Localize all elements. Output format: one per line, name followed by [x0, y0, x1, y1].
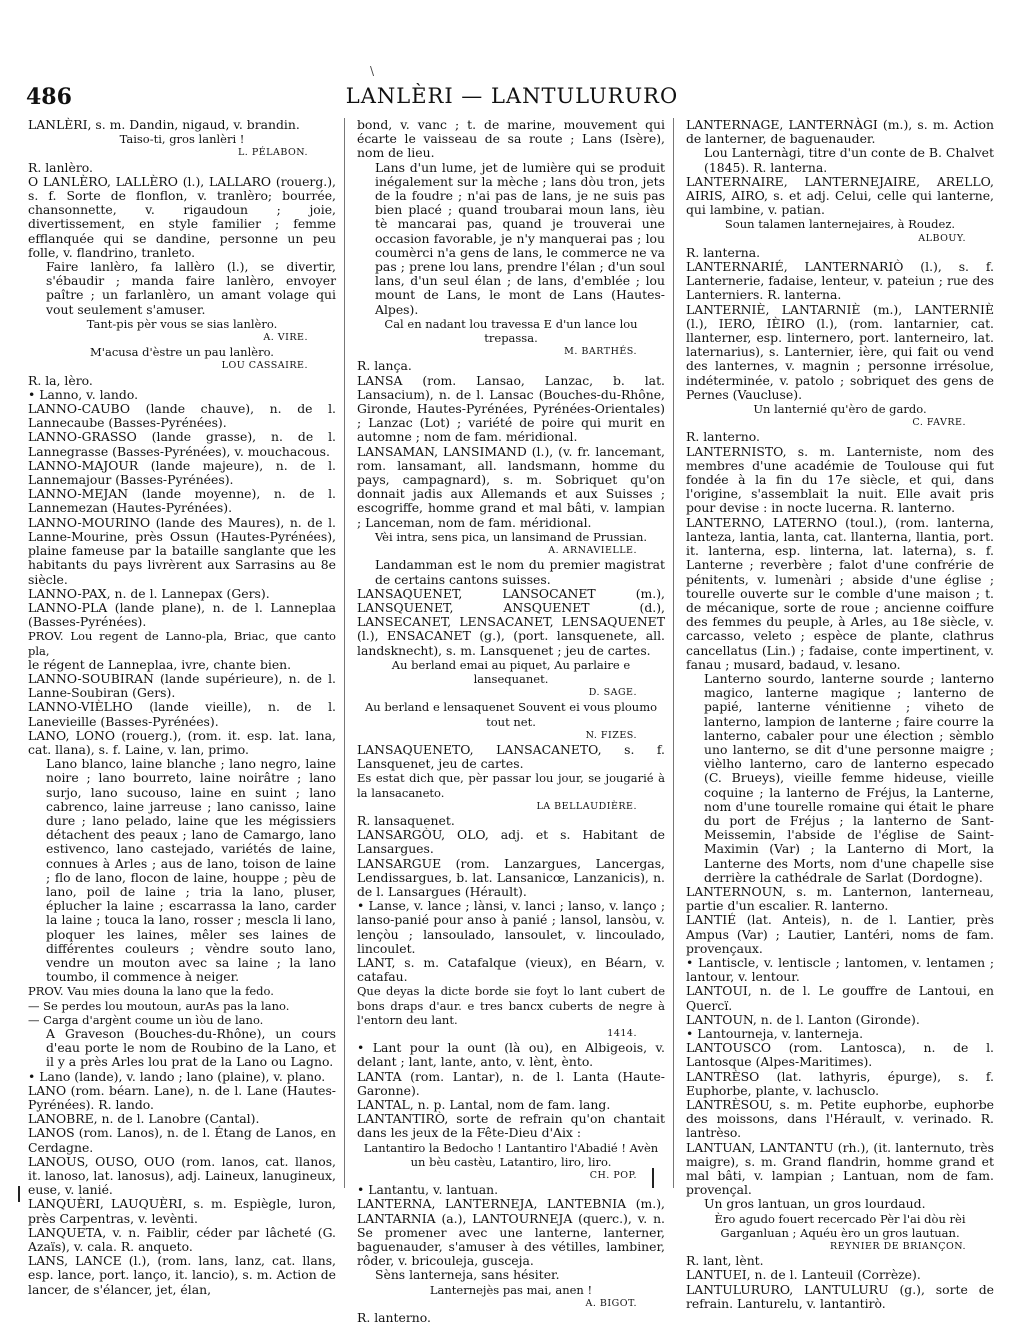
quote-attribution: ALBOUY. — [918, 232, 966, 244]
dictionary-entry: LANNO-MAJOUR (lande majeure), n. de l. Lannemajour (Basses-Pyrénées). — [28, 457, 336, 488]
dictionary-entry: LANTERNIÈ, LANTARNIÈ (m.), LANTERNIÈ (l.), IERO, IÈIRO (l.), (rom. lantarnier, cat. llanterner, esp. linternero, port. lanterneiro, lat. laternarius), s. Lanternier, ière, qui fait ou vend des lanternes, v. magnin ; personne irrésolue, indéterminée, v. patolo ; sobriquet des gens de Pernes (Vaucluse). — [686, 301, 994, 402]
dictionary-entry: LANTERNAGE, LANTERNÀGI (m.), s. m. Action de lanterner, de baguenauder. — [686, 117, 994, 147]
dictionary-entry: LANTANTIRÒ, sorte de refrain qu'on chantait dans les jeux de la Fête-Dieu d'Aix : — [357, 1111, 665, 1141]
column-right — [686, 117, 994, 1311]
entry-text: • Lanno, v. lando. — [28, 386, 139, 402]
dictionary-entry: LANSARGUE (rom. Lanzargues, Lancergas, Lendissargues, b. lat. Lansanicœ, Lanzanicis), n. de l. Lansargues (Hérault). — [357, 855, 665, 899]
margin-rule-right — [652, 1168, 654, 1188]
entry-text: Lans d'un lume, jet de lumière qui se produit inégalement sur la mèche ; lans dòu tron, jets de la foudre ; n'ai pas de lans, je ne suis pas bien placé ; quand troubarai moun lans, ièu tè mancarai pas, quand je trouverai une occasion favorable, je n'y manquerai pas ; lou coumèrci n'a gens de lans, le commerce ne va pas ; prene lou lans, prendre l'élan ; d'un soul lans, d'un seul élan ; de lans, d'emblée ; lou mount de Lans, le mont de Lans (Hautes-Alpes). — [375, 159, 665, 317]
entry-text: A Graveson (Bouches-du-Rhône), un cours d'eau porte le nom de Roubino de la Lano, et il y a près Arles lou prat de la Lano ou Lagno. — [46, 1026, 336, 1070]
dictionary-entry: LANNO-CAUBO (lande chauve), n. de l. Lannecaube (Basses-Pyrénées). — [28, 401, 336, 431]
quote-attribution: A. VIRE. — [263, 332, 308, 344]
dictionary-entry: O LANLÈRO, LALLÈRO (l.), LALLARO (rouerg.), s. f. Sorte de flonflon, v. tranlèro; bourrée, chansonnette, v. rigaudoun ; joie, divertissement, en style familier ; femme efflanquée qui se dandine, personne un peu folle, v. flandrino, tranleto. — [28, 173, 336, 260]
column-left — [28, 117, 345, 1297]
dictionary-entry: LANTUEI, n. de l. Lanteuil (Corrèze). — [686, 1267, 921, 1283]
dictionary-entry: LANTERNARIÉ, LANTERNARIÒ (l.), s. f. Lanternerie, fadaise, lenteur, v. pateiun ; rue des Lanterniers. R. lanterna. — [686, 259, 994, 303]
entry-text: Lanterno sourdo, lanterne sourde ; lanterno magico, lanterne magique ; lanterno de papié, lanterne vénitienne ; viheto de lanterno, lampion de lanterne ; faire courre la lanterno, cabaler pour une élection ; sèmblo uno lanterno, se dit d'une personne maigre ; vièlho lanterno, caro de lanterno especado (C. Brueys), vieille femme hideuse, vieille coquine ; la lanterno de Fréjus, la Lanterne, nom d'une tourelle romaine qui était le phare du port de Fréjus ; la lanterno de Sant-Meissemin, l'abside de l'église de Saint-Maximin (Var) ; la Lanterno di Mort, la Lanterne des Morts, nom d'une chapelle sise derrière la cathédrale de Sarlat (Dordogne). — [704, 670, 994, 885]
running-head: LANLÈRI — LANTULURURO — [345, 84, 679, 108]
dictionary-entry: LANQUETA, v. n. Faiblir, céder par lâcheté (G. Azaïs), v. cala. R. anqueto. — [28, 1224, 336, 1255]
entry-text: PROV. Vau mies douna la lano que la fedo. — [28, 984, 274, 999]
quote-attribution: C. FAVRE. — [912, 417, 966, 429]
dictionary-entry: LANTRÈSOU, s. m. Petite euphorbe, euphorbe des moissons, dans l'Hérault, v. verinado. R. lantrèso. — [686, 1097, 994, 1141]
entry-text: — Carga d'argènt coume un ìòu de lano. — [28, 1012, 264, 1027]
entry-text: Sèns lanterneja, sans hésiter. — [375, 1267, 560, 1283]
quote-attribution: CH. POP. — [589, 1170, 637, 1182]
dictionary-entry: LANTIÉ (lat. Anteis), n. de l. Lantier, près Ampus (Var) ; Lautier, Lantéri, noms de fam. provençaux. — [686, 912, 994, 956]
dictionary-entry: LANTERNISTO, s. m. Lanterniste, nom des membres d'une académie de Toulouse qui fut fondée à la fin du 17e siècle, et qui, dans l'origine, s'assemblait la nuit. Elle avait pris pour devise : in nocte lucerna. R. lanterno. — [686, 443, 994, 516]
entry-text: — Se perdes lou moutoun, aurAs pas la lano. — [28, 998, 290, 1013]
entry-text: R. lant, lènt. — [686, 1253, 764, 1269]
dictionary-entry: LANNO-SOUBIRAN (lande supérieure), n. de l. Lanne-Soubiran (Gers). — [28, 670, 336, 701]
column-middle — [357, 117, 674, 1325]
quote-attribution: D. SAGE. — [588, 687, 637, 699]
dictionary-entry: LANSA (rom. Lansao, Lanzac, b. lat. Lansacium), n. de l. Lansac (Bouches-du-Rhône, Gironde, Hautes-Pyrénées, Pyrénées-Orientales) ; Lanzac (Lot) ; variété de poire qui murit en automne ; nom de fam. méridional. — [357, 372, 665, 445]
entry-text: bond, v. vanc ; t. de marine, mouvement qui écarte le vaisseau de sa route ; Lans (Isère), nom de lieu. — [357, 117, 665, 161]
entry-text: le régent de Lanneplaa, ivre, chante bien. — [28, 656, 292, 672]
dictionary-entry: LANSAQUENET, LANSOCANET (m.), LANSQUENET, ANSQUENET (d.), LANSECANET, LENSACANET, LENSAQUENET (l.), ENSACANET (g.), (port. lansquenete, all. landsknecht), s. m. Lansquenet ; jeu de cartes. — [357, 585, 665, 658]
dictionary-entry: LANOUS, OUSO, OUO (rom. lanos, cat. llanos, it. lanoso, lat. lanosus), adj. Laineux, lanugineux, euse, v. lanié. — [28, 1153, 336, 1198]
dictionary-entry: LANSAMAN, LANSIMAND (l.), (v. fr. lancemant, rom. lansamant, all. landsmann, homme du pays, campagnard), s. m. Sobriquet qu'on donnait jadis aux Allemands et aux Suisses ; escogriffe, homme grand et mal bâti, v. lampian ; Lanceman, nom de fam. méridional. — [357, 443, 665, 530]
dictionary-entry: LANS, LANCE (l.), (rom. lans, lanz, cat. llans, esp. lance, port. lanço, it. lancio), s. m. Action de lancer, de s'élancer, jet, élan, — [28, 1253, 336, 1297]
dictionary-entry: LANOBRE, n. de l. Lanobre (Cantal). — [28, 1111, 260, 1127]
entry-text: Lano blanco, laine blanche ; lano negro, laine noire ; lano bourreto, laine noirâtre ; lano surjo, lano sucouso, laine en suint ; lano cabrenco, laine jarreuse ; lano canisso, laine dure ; lano pelado, laine que les mégissiers détachent des peaux ; lano de Camargo, lano estivenco, lano castejado, variétés de laine, connues à Arles ; aus de lano, toison de laine ; flo de lano, flocon de laine, houppe ; pèu de lano, poil de laine ; tria la lano, pluser, éplucher la laine ; escarrassa la lano, carder la laine ; touca la lano, rosser ; mescla li lano, ploquer les laines, mêler ses laines de différentes couleurs ; vèndre souto lano, vendre un mouton avec sa laine ; la lano toumbo, il commence à neiger. — [46, 756, 336, 985]
entry-text: • Lantantu, v. lantuan. — [357, 1182, 499, 1198]
entry-text: Lou Lanternàgi, titre d'un conte de B. Chalvet (1845). R. lanterna. — [704, 145, 994, 175]
quote-attribution: LOU CASSAIRE. — [221, 360, 308, 372]
quotation: M'acusa d'èstre un pau lanlèro. — [90, 345, 274, 360]
dictionary-entry: LANLÈRI, s. m. Dandin, nigaud, v. brandin. — [28, 117, 300, 132]
entry-text: Landamman est le nom du premier magistrat de certains cantons suisses. — [375, 557, 665, 587]
quotation: Tant-pis pèr vous se sias lanlèro. — [86, 316, 278, 331]
entry-text: Un gros lantuan, un gros lourdaud. — [704, 1196, 926, 1212]
margin-rule-left — [18, 1186, 20, 1202]
dictionary-entry: LANTOUI, n. de l. Le gouffre de Lantoui, en Quercï. — [686, 983, 994, 1013]
dictionary-entry: LANTOUSCO (rom. Lantosca), n. de l. Lantosque (Alpes-Maritimes). — [686, 1040, 994, 1070]
entry-text: • Lano (lande), v. lando ; lano (plaine), v. plano. — [28, 1068, 326, 1084]
entry-text: R. lanlèro. — [28, 159, 93, 175]
quotation: Au berland e lensaquenet Souvent ei vous ploumo tout net. — [364, 700, 658, 729]
entry-text: R. la, lèro. — [28, 372, 93, 388]
quote-attribution: REYNIER DE BRIANÇON. — [830, 1241, 966, 1253]
entry-text: • Lanse, v. lance ; lànsi, v. lanci ; lanso, v. lanço ; lanso-panié pour anso à panié ; lansol, lansòu, v. lençòu ; lansoulado, lansoulet, v. lincoulado, lincoulet. — [357, 898, 665, 956]
dictionary-entry: LANTULURURO, LANTULURU (g.), sorte de refrain. Lanturelu, v. lantantirò. — [686, 1281, 994, 1311]
quotation: Cal en nadant lou travessa E d'un lance lou trepassa. — [384, 316, 638, 346]
entry-text: • Lant pour la ount (là ou), en Albigeois, v. delant ; lant, lante, anto, v. lènt, ènto. — [357, 1040, 665, 1070]
dictionary-columns — [28, 117, 994, 1325]
dictionary-entry: LANTERNO, LATERNO (toul.), (rom. lanterna, lanteza, lantia, lanta, cat. llanterna, llantia, port. it. lanterna, esp. linterna, lat. laterna), s. f. Lanterne ; reverbère ; falot d'une confrérie de pénitents, v. lumenàri ; abside d'une église ; tourelle ouverte sur le comble d'une maison ; t. de mécanique, sorte de roue ; ancienne coiffure des femmes du peuple, à Arles, au 18e siècle, v. carcasso, veleto ; espèce de plante, clathrus cancellatus (Lin.) ; fadaise, conte impertinent, v. fanau ; musard, badaud, v. lesano. — [686, 514, 994, 672]
quotation: Lantantiro la Bedocho ! Lantantiro l'Abadié ! Avèn un bèu castèu, Latantiro, liro, liro. — [363, 1140, 659, 1169]
entry-text: R. lanterno. — [357, 1310, 431, 1325]
page-header — [20, 84, 1004, 112]
dictionary-entry: LANNO-GRASSO (lande grasse), n. de l. Lannegrasse (Basses-Pyrénées), v. mouchacous. — [28, 429, 336, 459]
dictionary-entry: LANNO-PLA (lande plane), n. de l. Lanneplaa (Basses-Pyrénées). — [28, 599, 336, 630]
quote-attribution: A. BIGOT. — [585, 1297, 637, 1309]
entry-text: Faire lanlèro, fa lallèro (l.), se divertir, s'ébaudir ; manda faire lanlèro, envoyer paître ; un farlanlèro, un amant volage qui vout seulement s'amuser. — [46, 259, 336, 317]
dictionary-entry: LANQUÈRI, LAUQUÈRI, s. m. Espiègle, luron, près Carpentras, v. levènti. — [28, 1196, 336, 1226]
entry-text: R. lanterno. — [686, 429, 760, 445]
dictionary-entry: LANTERNA, LANTERNEJA, LANTEBNIA (m.), LANTARNIA (a.), LANTOURNEJA (querc.), v. n. Se promener avec une lanterne, lanterner, baguenauder, s'amuser à des vétilles, lambiner, rôder, v. bricouleja, gusceja. — [357, 1196, 665, 1269]
dictionary-entry: LANTAL, n. p. Lantal, nom de fam. lang. — [357, 1097, 611, 1113]
quote-attribution: LA BELLAUDIÈRE. — [536, 800, 637, 812]
dictionary-entry: LANO, LONO (rouerg.), (rom. it. esp. lat. lana, cat. llana), s. f. Laine, v. lan, primo. — [28, 727, 336, 757]
quote-attribution: M. BARTHÉS. — [564, 346, 637, 358]
dictionary-entry: LANTERNOUN, s. m. Lanternon, lanterneau, partie d'un escalier. R. lanterno. — [686, 883, 994, 914]
dictionary-entry: LANTOUN, n. de l. Lanton (Gironde). — [686, 1011, 920, 1027]
quote-attribution: L. PÉLABON. — [237, 147, 308, 159]
quotation: Vèi intra, sens pica, un lansimand de Prussian. — [374, 529, 648, 544]
quote-attribution: 1414. — [607, 1028, 637, 1039]
quotation: Au berland emai au piquet, Au parlaire e lansequanet. — [391, 657, 631, 686]
dictionary-entry: LANTUAN, LANTANTU (rh.), (it. lanternuto, très maigre), s. m. Grand flandrin, homme grand et mal bâti, v. lampian ; Lantuan, nom de fam. provençal. — [686, 1139, 994, 1198]
quotation: Taiso-ti, gros lanlèri ! — [119, 132, 245, 147]
quotation: Èro agudo fouert recercado Pèr l'ai dòu rèi Garganluan ; Aquéu èro un gros lautuan. — [714, 1211, 966, 1240]
dictionary-entry: LANSAQUENETO, LANSACANETO, s. f. Lansquenet, jeu de cartes. — [357, 741, 665, 772]
quotation: Lanternejès pas mai, anen ! — [429, 1282, 593, 1297]
dictionary-entry: LANNO-VIÈLHO (lande vieille), n. de l. Lanevieille (Basses-Pyrénées). — [28, 699, 336, 729]
dictionary-entry: LANSARGÒU, OLO, adj. et s. Habitant de Lansargues. — [357, 827, 665, 857]
entry-text: R. lansaquenet. — [357, 812, 455, 828]
entry-text: Que deyas la dicte borde sie foyt lo lant cubert de bons draps d'aur. e tres bancx cuberts de negre à l'entorn deu lant. — [357, 984, 665, 1027]
dictionary-entry: LANNO-PAX, n. de l. Lannepax (Gers). — [28, 585, 270, 601]
entry-text: PROV. Lou regent de Lanno-pla, Briac, que canto pla, — [28, 629, 336, 658]
dictionary-entry: LANT, s. m. Catafalque (vieux), en Béarn, v. catafau. — [357, 954, 665, 985]
quotation: Soun talamen lanternejaires, à Roudez. — [724, 217, 956, 232]
dictionary-entry: LANNO-MOURINO (lande des Maures), n. de l. Lanne-Mourine, près Ossun (Hautes-Pyrénées), plaine fameuse par la bataille sanglante que les habitants du pays livrèrent aux Sarrasins au 8e siècle. — [28, 514, 336, 587]
entry-text: • Lantiscle, v. lentiscle ; lantomen, v. lentamen ; lantour, v. lentour. — [686, 954, 994, 985]
dictionary-entry: LANOS (rom. Lanos), n. de l. Étang de Lanos, en Cerdagne. — [28, 1125, 336, 1155]
entry-text: Es estat dich que, pèr passar lou jour, se jougarié à la lansacaneto. — [357, 771, 665, 800]
page-number: 486 — [26, 84, 72, 110]
entry-text: • Lantourneja, v. lanterneja. — [686, 1026, 864, 1041]
dictionary-entry: LANTERNAIRE, LANTERNEJAIRE, ARELLO, AIRIS, AIRO, s. et adj. Celui, celle qui lanterne, qui lambine, v. patian. — [686, 173, 994, 218]
quotation: Un lanternié qu'èro de gardo. — [753, 402, 927, 417]
dictionary-entry: LANO (rom. béarn. Lane), n. de l. Lane (Hautes-Pyrénées). R. lando. — [28, 1082, 336, 1113]
dictionary-entry: LANNO-MEJAN (lande moyenne), n. de l. Lannemezan (Hautes-Pyrénées). — [28, 486, 336, 516]
top-margin-mark: \ — [370, 64, 375, 78]
quote-attribution: A. ARNAVIELLE. — [548, 545, 637, 557]
dictionary-entry: LANTRÈSO (lat. lathyris, épurge), s. f. Euphorbe, plante, v. lachusclo. — [686, 1068, 994, 1098]
quote-attribution: N. FIZES. — [585, 729, 637, 741]
entry-text: R. lança. — [357, 358, 412, 374]
dictionary-entry: LANTA (rom. Lantar), n. de l. Lanta (Haute-Garonne). — [357, 1068, 665, 1098]
entry-text: R. lanterna. — [686, 244, 761, 260]
